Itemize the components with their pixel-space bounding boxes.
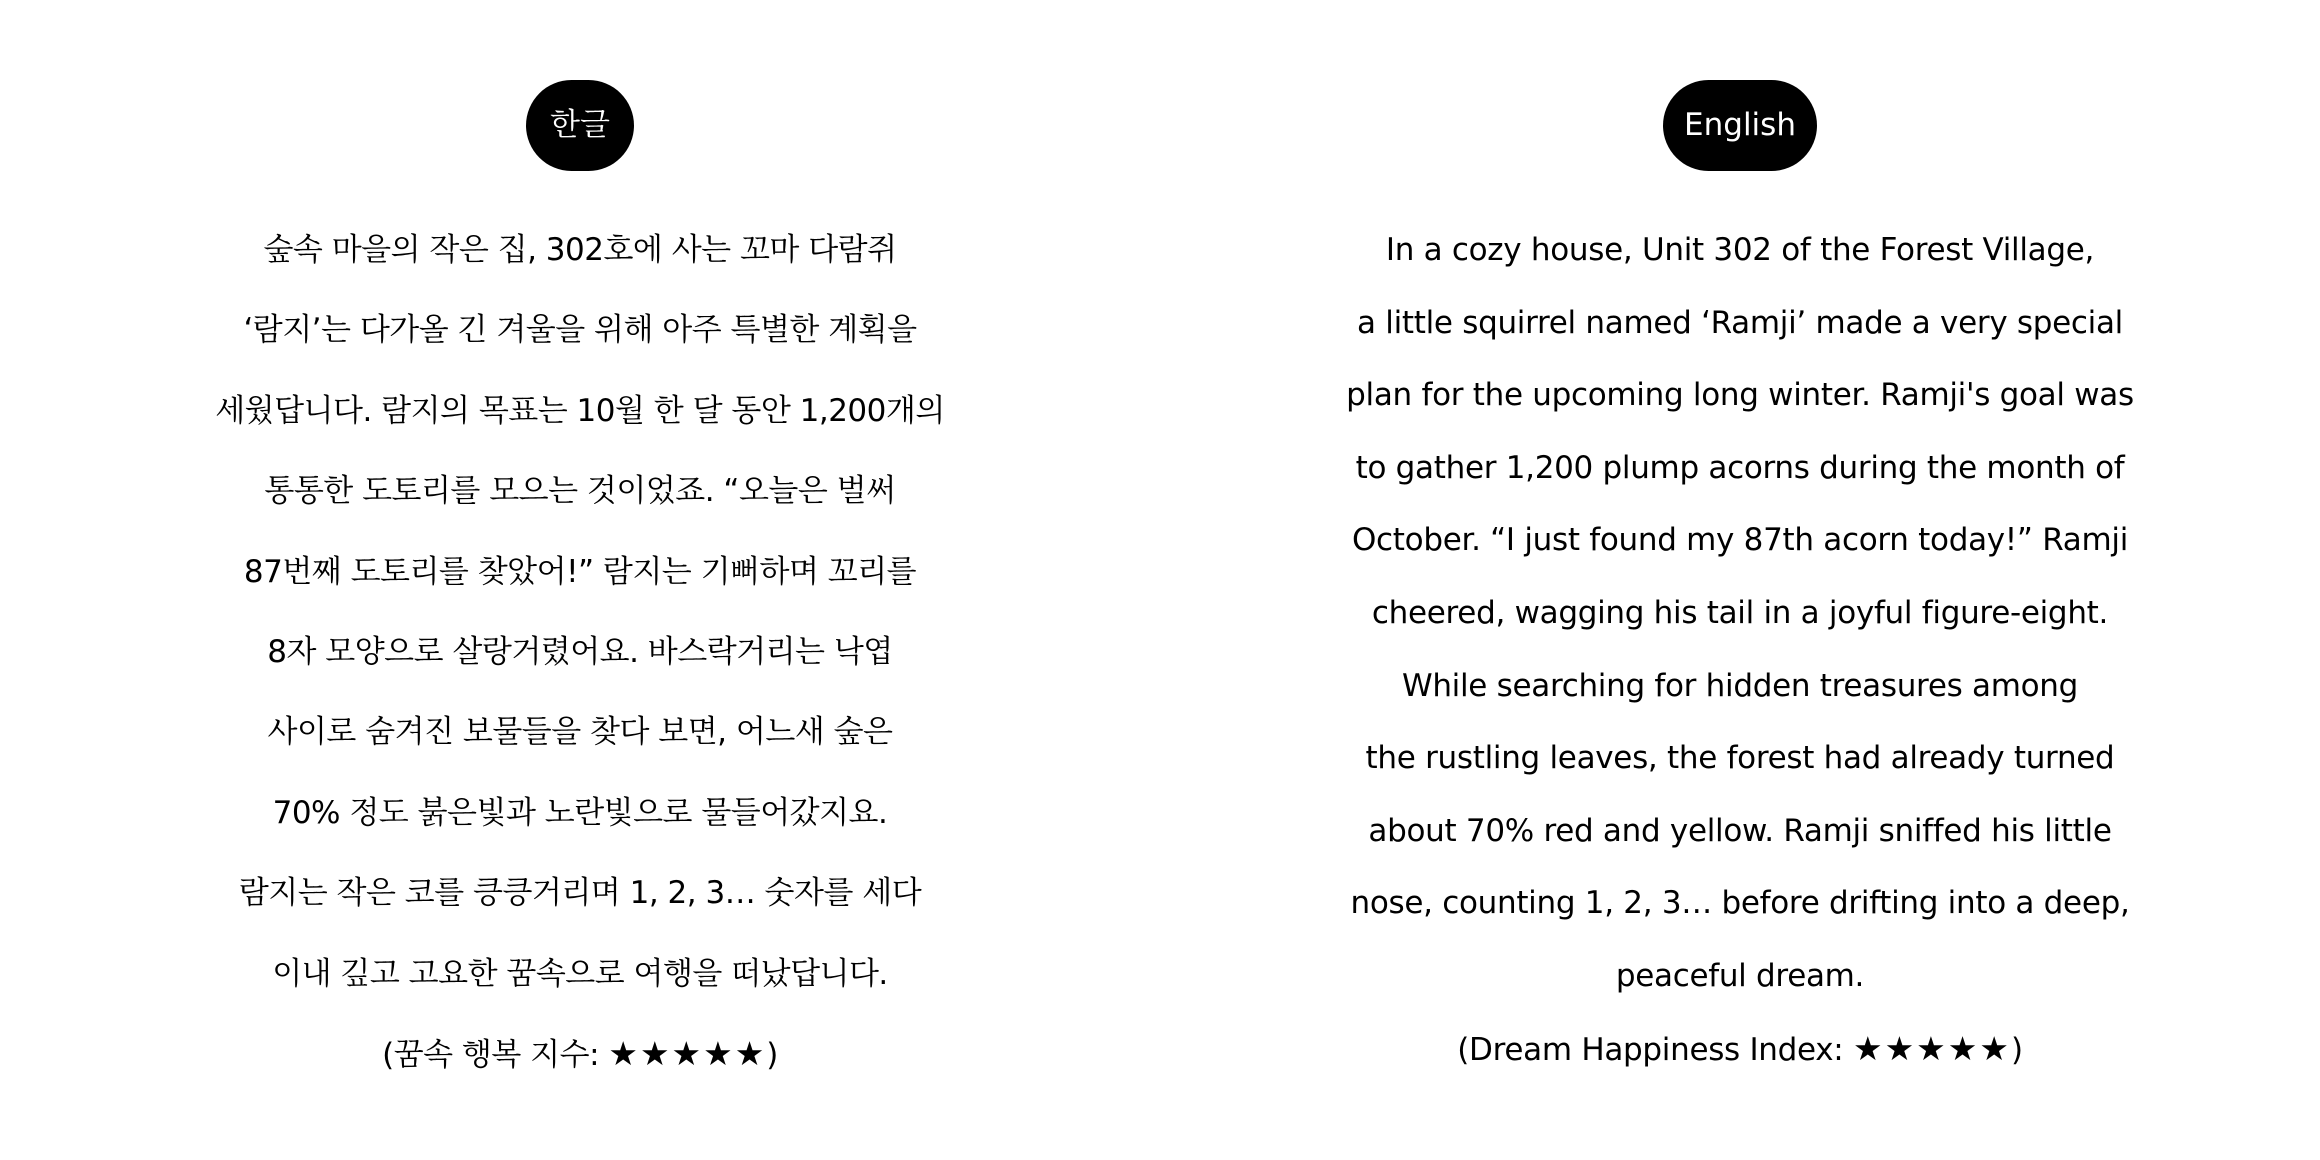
story-line: to gather 1,200 plump acorns during the month of [1355, 449, 2125, 486]
story-line: about 70% red and yellow. Ramji sniffed his little [1368, 812, 2112, 849]
story-line: 70% 정도 붉은빛과 노란빛으로 물들어갔지요. [272, 794, 888, 831]
story-line: plan for the upcoming long winter. Ramji's goal was [1346, 377, 2134, 414]
korean-language-pill[interactable] [526, 80, 634, 171]
story-line: 통통한 도토리를 모으는 것이었죠. “오늘은 벌써 [264, 473, 896, 510]
rating-suffix: ) [2010, 1031, 2023, 1068]
rating-prefix: (꿈속 행복 지수: [382, 1036, 609, 1073]
story-line: a little squirrel named ‘Ramji’ made a very special [1357, 304, 2123, 341]
story-line: 세웠답니다. 람지의 목표는 10월 한 달 동안 1,200개의 [215, 392, 945, 429]
story-line: ‘람지’는 다가올 긴 겨울을 위해 아주 특별한 계획을 [243, 312, 917, 349]
english-column [1160, 0, 2320, 1160]
korean-language-label: 한글 [550, 107, 610, 143]
english-language-label: English [1684, 107, 1796, 143]
story-line: 8자 모양으로 살랑거렸어요. 바스락거리는 낙엽 [267, 633, 893, 670]
story-line: the rustling leaves, the forest had already turned [1365, 740, 2115, 777]
dream-happiness-rating [1160, 1013, 2320, 1086]
story-line: 이내 깊고 고요한 꿈속으로 여행을 떠났답니다. [272, 955, 888, 992]
story-line: In a cozy house, Unit 302 of the Forest Village, [1385, 232, 2095, 268]
rating-prefix: (Dream Happiness Index: [1457, 1031, 1854, 1068]
rating-suffix: ) [766, 1036, 778, 1073]
english-language-pill[interactable] [1663, 80, 1817, 171]
story-line: While searching for hidden treasures among [1401, 667, 2078, 704]
five-star-icons: ★★★★★ [608, 1033, 767, 1073]
story-line: October. “I just found my 87th acorn today!” Ramji [1351, 522, 2129, 559]
story-line: cheered, wagging his tail in a joyful figure-eight. [1371, 594, 2109, 631]
story-line: 람지는 작은 코를 킁킁거리며 1, 2, 3… 숫자를 세다 [238, 875, 922, 912]
story-line: nose, counting 1, 2, 3… before drifting into a deep, [1350, 885, 2130, 922]
story-line: 숲속 마을의 작은 집, 302호에 사는 꼬마 다람쥐 [263, 232, 897, 268]
dream-happiness-rating [0, 1014, 1160, 1094]
story-line: peaceful dream. [1615, 957, 1865, 994]
english-story-text [1160, 214, 2320, 1085]
five-star-icons: ★★★★★ [1853, 1028, 2011, 1068]
story-line: 87번째 도토리를 찾았어!” 람지는 기뻐하며 꼬리를 [243, 553, 917, 590]
korean-story-text [0, 210, 1160, 1094]
story-line: 사이로 숨겨진 보물들을 찾다 보면, 어느새 숲은 [267, 714, 893, 751]
